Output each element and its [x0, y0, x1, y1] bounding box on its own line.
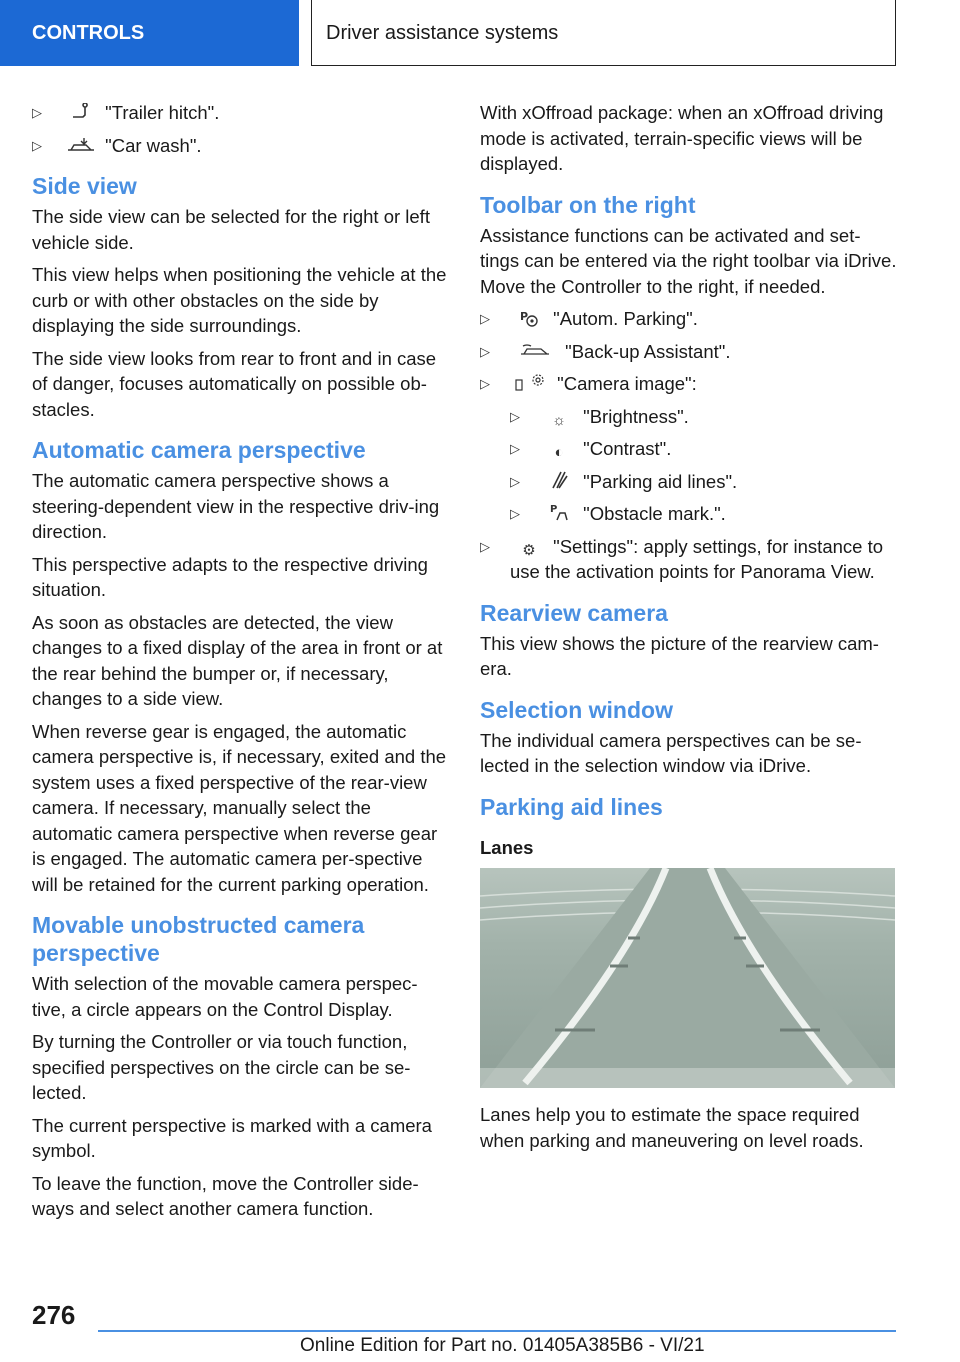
backup-assistant-icon — [510, 342, 560, 360]
movable-perspective-heading: Movable unobstructed camera perspective — [32, 912, 365, 966]
brightness-icon: ☼ — [552, 411, 566, 429]
list-item-label: "Car wash". — [105, 134, 202, 156]
list-item-label: "Parking aid lines". — [583, 470, 738, 492]
paragraph: The automatic camera perspective shows a steering-dependent view in the respective driv‐ing direction. — [32, 470, 440, 542]
trailer-hitch-icon — [62, 103, 100, 121]
list-item-label: "Autom. Parking". — [553, 308, 698, 329]
bullet-triangle-icon: ▷ — [510, 408, 520, 424]
paragraph: Lanes help you to estimate the space required when parking and maneuvering on level roads. — [480, 1104, 864, 1151]
page-number: 276 — [32, 1300, 76, 1330]
paragraph: This view shows the picture of the rearview cam‐era. — [480, 632, 879, 679]
camera-image-settings-icon — [510, 372, 552, 390]
lanes-subheading: Lanes — [480, 836, 534, 858]
list-item-label: "Brightness". — [583, 405, 689, 427]
list-item-label: "Settings": apply settings, for instance to use the activation points for Panorama View. — [510, 535, 884, 582]
settings-gear-icon: ⚙ — [522, 541, 536, 559]
paragraph: The side view looks from rear to front and in case of danger, focuses automatically on possible ob‐stacles. — [32, 347, 437, 420]
svg-text:P: P — [550, 504, 558, 515]
list-item — [480, 339, 898, 365]
list-item-label: "Obstacle mark.". — [583, 503, 726, 524]
selection-window-heading: Selection window — [480, 696, 673, 723]
side-view-heading: Side view — [32, 173, 137, 199]
paragraph: By turning the Controller or via touch function, specified perspectives on the circle can be se‐lected. — [32, 1031, 411, 1103]
bullet-triangle-icon: ▷ — [510, 473, 520, 489]
lanes-illustration-graphic — [480, 868, 895, 1088]
page-header — [0, 0, 960, 66]
section-label: CONTROLS — [0, 0, 299, 66]
list-item — [32, 100, 450, 126]
autom-parking-icon — [510, 309, 548, 327]
paragraph: With selection of the movable camera perspec‐tive, a circle appears on the Control Display. — [32, 973, 418, 1020]
left-column — [32, 100, 450, 1229]
chapter-title: Driver assistance systems — [311, 0, 896, 66]
list-item — [32, 133, 450, 159]
list-item — [480, 534, 898, 585]
bullet-triangle-icon: ▷ — [32, 137, 42, 153]
paragraph: As soon as obstacles are detected, the view changes to a fixed display of the area in front or at the rear behind the bumper or, if necessary, changes to a side view. — [32, 611, 443, 709]
bullet-triangle-icon: ▷ — [480, 343, 490, 359]
paragraph: This perspective adapts to the respective driving situation. — [32, 553, 428, 600]
paragraph: The side view can be selected for the right or left vehicle side. — [32, 206, 430, 253]
paragraph: The individual camera perspectives can be se‐lected in the selection window via iDrive. — [480, 729, 862, 776]
svg-text:P: P — [520, 310, 529, 323]
paragraph: Assistance functions can be activated and set‐tings can be entered via the right toolbar via iDrive. Move the Controller to the right, if needed. — [480, 224, 897, 297]
list-item — [510, 469, 898, 495]
list-item-label: "Camera image": — [557, 373, 697, 394]
list-item — [480, 371, 898, 527]
list-item-label: "Back-up Assistant". — [565, 340, 731, 362]
auto-perspective-heading: Automatic camera perspective — [32, 437, 366, 463]
bullet-triangle-icon: ▷ — [480, 538, 490, 554]
bullet-triangle-icon: ▷ — [480, 376, 490, 391]
paragraph: This view helps when positioning the vehicle at the curb or with other obstacles on the side by displaying the side surroundings. — [32, 264, 447, 336]
camera-view-list — [32, 100, 450, 158]
paragraph: To leave the function, move the Controller side‐ways and select another camera function. — [32, 1172, 419, 1219]
obstacle-mark-icon — [540, 502, 578, 520]
bullet-triangle-icon: ▷ — [32, 105, 42, 120]
toolbar-list — [480, 306, 898, 585]
list-item — [480, 306, 898, 332]
lanes-illustration — [480, 868, 895, 1088]
camera-image-sublist — [510, 404, 898, 527]
right-column — [480, 100, 898, 1160]
parking-aid-lines-icon — [540, 470, 578, 488]
rearview-heading: Rearview camera — [480, 599, 668, 626]
list-item — [510, 501, 898, 527]
paragraph: With xOffroad package: when an xOffroad driving mode is activated, terrain-specific views will be displayed. — [480, 102, 884, 174]
edition-note: Online Edition for Part no. 01405A385B6 - VI/21 — [300, 1335, 705, 1356]
list-item — [510, 436, 898, 462]
contrast-icon: ◐ — [554, 444, 564, 461]
list-item — [510, 404, 898, 430]
parking-aid-lines-heading: Parking aid lines — [480, 793, 663, 820]
bullet-triangle-icon: ▷ — [480, 311, 490, 326]
bullet-triangle-icon: ▷ — [510, 506, 520, 521]
car-wash-icon — [62, 136, 100, 154]
toolbar-heading: Toolbar on the right — [480, 191, 696, 218]
bullet-triangle-icon: ▷ — [510, 441, 520, 456]
list-item-label: "Trailer hitch". — [105, 102, 220, 123]
list-item-label: "Contrast". — [583, 438, 672, 459]
paragraph: When reverse gear is engaged, the automatic camera perspective is, if necessary, exited and the system uses a fixed perspective of the rear‐view camera. If necessary, manually select the automatic camera perspective when reverse gear is engaged. The automatic camera per‐spective will be retained for the current parking operation. — [32, 720, 447, 895]
paragraph: The current perspective is marked with a camera symbol. — [32, 1114, 432, 1161]
